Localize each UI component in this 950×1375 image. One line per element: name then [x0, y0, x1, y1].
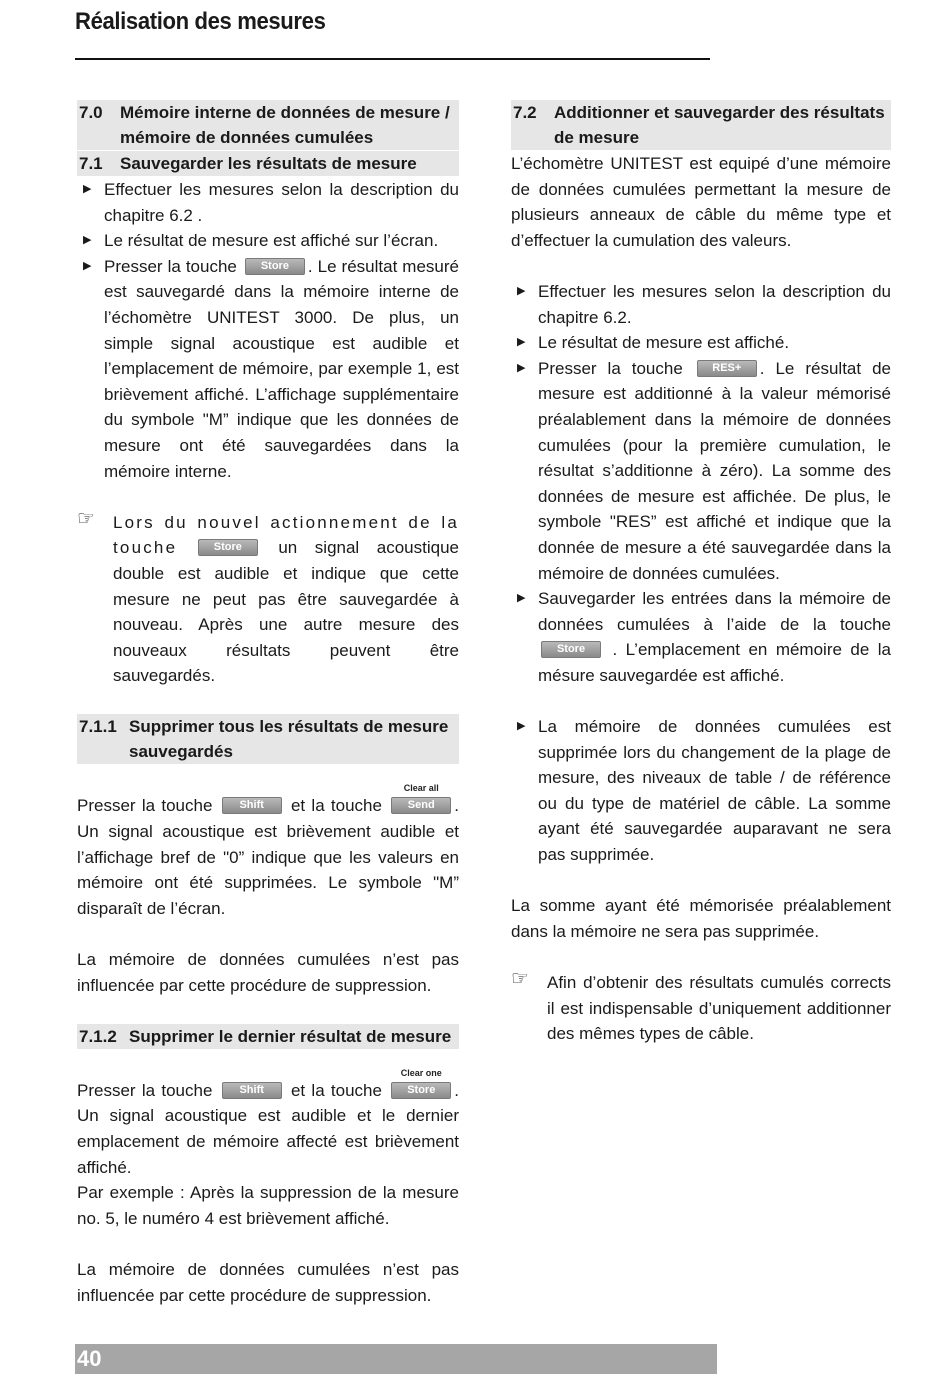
pointing-hand-icon: ☞	[511, 968, 529, 990]
section-number: 7.1	[79, 154, 103, 173]
section-title-line: Mémoire interne de données de mesure /	[120, 103, 450, 122]
section-heading-7-0	[77, 100, 459, 150]
pointing-hand-icon: ☞	[77, 507, 95, 530]
store-key: Store	[245, 258, 305, 275]
store-key: Clear one Store	[391, 1082, 451, 1099]
footer-bar	[75, 1344, 717, 1374]
section-title-line: de mesure	[554, 128, 640, 147]
list-item: ▶ Sauvegarder les entrées dans la mémoire de données cumulées à l’aide de la touche Store . L’emplacement en mémoire de la mésure sauvegardée est affiché.	[511, 586, 891, 688]
section-number: 7.0	[79, 103, 103, 122]
section-number: 7.1.1	[79, 717, 117, 737]
send-key: Clear all Send	[391, 797, 451, 814]
paragraph: Par exemple : Après la suppression de la mesure no. 5, le numéro 4 est brièvement affiché.	[77, 1183, 459, 1228]
section-heading-7-1	[77, 151, 459, 176]
clear-all-label: Clear all	[403, 783, 439, 794]
paragraph: La mémoire de données cumulées n’est pas influencée par cette procédure de suppression.	[77, 950, 459, 995]
paragraph: Presser la touche Shift et la touche Clear one Store . Un signal acoustique est audible et le dernier emplacement de mémoire affecté est brièvement affiché.	[77, 1067, 459, 1177]
triangle-bullet-icon: ▶	[517, 592, 526, 605]
section-number: 7.1.2	[79, 1026, 117, 1046]
paragraph: Presser la touche Shift et la touche Clear all Send . Un signal acoustique est brièvement audible et l’affichage bref de "0” indique que les valeurs en mémoire ont été supprimées. Le symbole "M” disparaît de l’écran.	[77, 783, 459, 918]
section-title-line: mémoire de données cumulées	[120, 128, 374, 147]
list-item: ▶ Le résultat de mesure est affiché sur l’écran.	[77, 228, 459, 254]
shift-key: Shift	[222, 797, 282, 814]
section-heading-7-1-1	[77, 714, 459, 764]
left-column	[77, 100, 459, 1308]
triangle-bullet-icon: ▶	[517, 361, 526, 374]
list-item: ▶ Presser la touche Store . Le résultat mesuré est sauvegardé dans la mémoire interne de l’échomètre UNITEST 3000. De plus, un simple signal acoustique est audible et l’emplacement de mémoire, par exemple 1, est brièvement affiché. L’affichage supplémentaire du symbole "M” indique que les données de mesure ont été sauvegardées dans la mémoire interne.	[77, 254, 459, 484]
right-column	[511, 100, 891, 1047]
store-key: Store	[198, 539, 258, 556]
note: ☞ Afin d’obtenir des résultats cumulés corrects il est indispensable d’uniquement additionner des mêmes types de câble.	[511, 968, 891, 1044]
section-title-line: Additionner et sauvegarder des résultats	[554, 103, 885, 122]
list-item: ▶ Presser la touche RES+ . Le résultat de mesure est additionné à la valeur mémorisé préalablement dans la mémoire de données cumulées (pour la première cumulation, le résultat s’additionne à zéro). La somme des données de mesure est affichée. De plus, le symbole "RES” est affiché et indique que la donnée de mesure a été sauvegardée dans la mémoire de données cumulées.	[511, 356, 891, 586]
list-item: ▶ La mémoire de données cumulées est supprimée lors du changement de la plage de mesure, des niveaux de table / de référence ou du type de matériel de câble. La somme ayant été sauvegardée auparavant ne sera pas supprimée.	[511, 714, 891, 868]
page-title: Réalisation des mesures	[75, 8, 326, 35]
section-title: Sauvegarder les résultats de mesure	[120, 154, 417, 173]
triangle-bullet-icon: ▶	[517, 336, 526, 349]
triangle-bullet-icon: ▶	[83, 183, 92, 195]
note: ☞ Lors du nouvel actionnement de la touche Store un signal acoustique double est audible et indique que cette mesure ne peut pas être sauvegardée à nouveau. Après une autre mesure des nouveaux résultats peuvent être sauvegardés.	[77, 507, 459, 686]
triangle-bullet-icon: ▶	[517, 720, 526, 733]
paragraph: L’échomètre UNITEST est equipé d’une mémoire de données cumulées permettant la mesure de plusieurs anneaux de câble du même type et d’effectuer la cumulation des valeurs.	[511, 154, 891, 250]
paragraph: La somme ayant été mémorisée préalablement dans la mémoire ne sera pas supprimée.	[511, 896, 891, 941]
section-heading-7-2	[511, 100, 891, 150]
triangle-bullet-icon: ▶	[517, 284, 526, 297]
shift-key: Shift	[222, 1082, 282, 1099]
page-number: 40	[77, 1346, 102, 1371]
section-title-line: Supprimer tous les résultats de mesure	[129, 717, 449, 737]
section-number: 7.2	[513, 103, 537, 122]
clear-one-label: Clear one	[400, 1067, 442, 1078]
section-heading-7-1-2	[77, 1024, 459, 1049]
triangle-bullet-icon: ▶	[83, 234, 92, 247]
triangle-bullet-icon: ▶	[83, 259, 92, 272]
store-key: Store	[541, 641, 601, 658]
section-title-line: sauvegardés	[129, 742, 233, 762]
list-item: ▶ Effectuer les mesures selon la description du chapitre 6.2 .	[77, 177, 459, 228]
title-rule	[75, 58, 710, 60]
list-item: ▶ Effectuer les mesures selon la description du chapitre 6.2.	[511, 279, 891, 330]
paragraph: La mémoire de données cumulées n’est pas influencée par cette procédure de suppression.	[77, 1259, 459, 1305]
section-title: Supprimer le dernier résultat de mesure	[129, 1026, 452, 1046]
res-plus-key: RES+	[697, 360, 757, 377]
list-item: ▶ Le résultat de mesure est affiché.	[511, 330, 891, 356]
